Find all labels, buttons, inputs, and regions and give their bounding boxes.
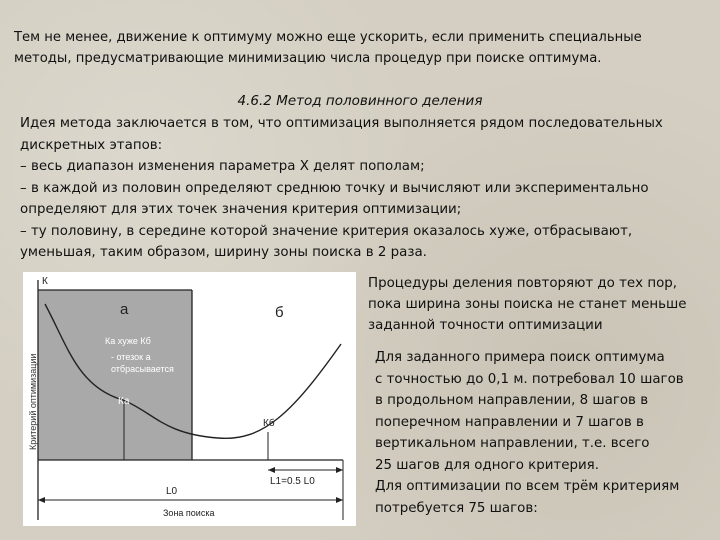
l1-label: L1=0.5 L0 xyxy=(270,476,315,487)
point-ka-label: Ка xyxy=(118,396,130,407)
discard-note-line: - отезок а xyxy=(111,352,151,362)
example-line: вертикальном направлении, т.е. всего xyxy=(375,436,650,451)
intro-paragraph xyxy=(14,27,642,69)
body-line: дискретных этапов: xyxy=(20,137,163,153)
procedure-line: Процедуры деления повторяют до тех пор, xyxy=(368,276,678,291)
section-heading: 4.6.2 Метод половинного деления xyxy=(237,93,483,109)
discard-note-line: отбрасывается xyxy=(111,364,174,374)
example-line: потребуется 75 шагов: xyxy=(375,500,538,516)
body-line: уменьшая, таким образом, ширину зоны поиска в 2 раза. xyxy=(20,245,427,260)
intro-line: методы, предусматривающие минимизацию числа процедур при поиске оптимума. xyxy=(14,51,602,66)
body-line: – в каждой из половин определяют среднюю точку и вычисляют или экспериментально xyxy=(20,180,649,196)
intro-line: Тем не менее, движение к оптимуму можно еще ускорить, если применить специальные xyxy=(14,30,642,45)
example-line: 25 шагов для одного критерия. xyxy=(375,457,599,473)
procedure-text xyxy=(368,273,686,336)
half-division-figure xyxy=(23,272,356,526)
arrow-right-icon xyxy=(336,497,343,503)
procedure-line: заданной точности оптимизации xyxy=(368,318,603,333)
l0-label: L0 xyxy=(166,486,178,497)
example-line: с точностью до 0,1 м. потребовал 10 шагов xyxy=(375,371,684,387)
x-axis-label: Зона поиска xyxy=(163,508,215,518)
body-line: определяют для этих точек значения критерия оптимизации; xyxy=(20,202,462,217)
arrow-right-icon xyxy=(336,467,343,473)
body-line: – весь диапазон изменения параметра X делят пополам; xyxy=(20,159,425,174)
region-a-label: а xyxy=(120,301,129,318)
example-line: Для заданного примера поиск оптимума xyxy=(375,350,665,365)
arrow-left-icon xyxy=(268,467,275,473)
figure-svg xyxy=(23,272,356,526)
procedure-line: пока ширина зоны поиска не станет меньше xyxy=(368,297,687,312)
point-kb-label: Кб xyxy=(263,418,275,429)
discarded-zone-shade xyxy=(38,290,192,460)
y-axis-letter: К xyxy=(42,276,48,287)
example-text xyxy=(375,347,684,519)
discard-note-line: Ка хуже Кб xyxy=(105,336,151,346)
region-b-label: б xyxy=(275,304,284,321)
body-line: Идея метода заключается в том, что оптимизация выполняется рядом последовательных xyxy=(20,116,663,131)
example-line: поперечном направлении и 7 шагов в xyxy=(375,414,644,430)
example-line: Для оптимизации по всем трём критериям xyxy=(375,479,680,494)
y-axis-label: Критерий оптимизации xyxy=(28,353,38,450)
example-line: в продольном направлении, 8 шагов в xyxy=(375,393,649,408)
body-line: – ту половину, в середине которой значение критерия оказалось хуже, отбрасывают, xyxy=(20,223,633,239)
arrow-left-icon xyxy=(38,497,45,503)
method-description xyxy=(20,113,663,264)
